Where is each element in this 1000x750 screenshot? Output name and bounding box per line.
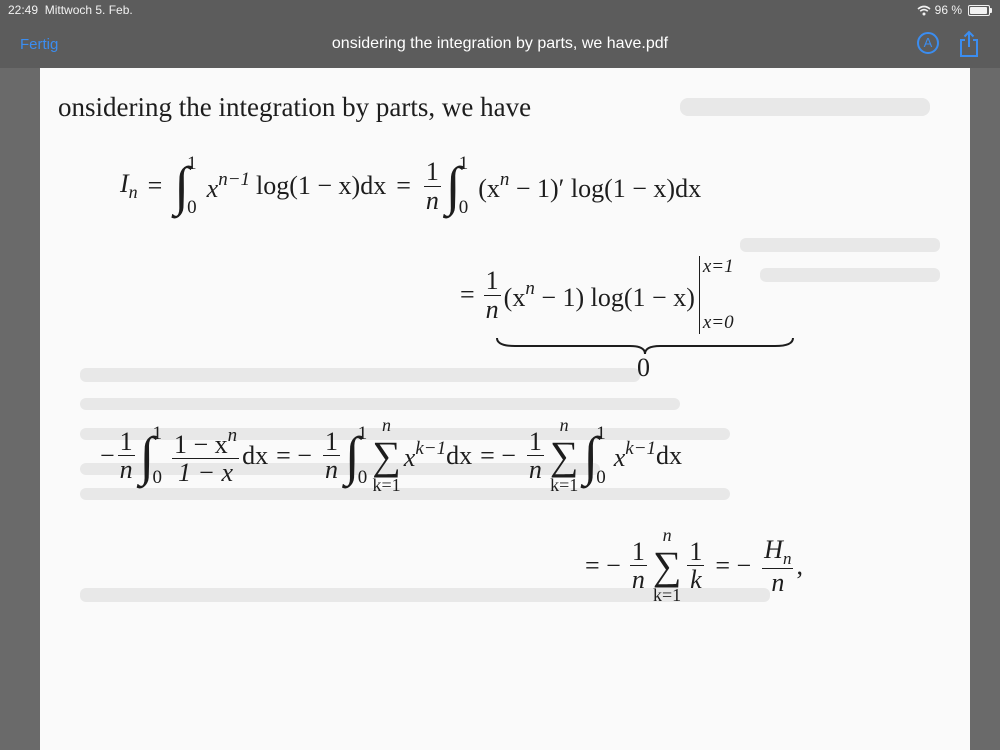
eq3-fraction-2: $\frac{1 - x^n}{1 - x}$ — [173, 424, 238, 487]
equation-line-3 — [100, 416, 682, 496]
share-icon[interactable] — [957, 30, 981, 58]
equation-line-2 — [460, 256, 734, 334]
battery-percent: 96 % — [934, 3, 962, 17]
eq3-integral-1: ∫ 1 0 — [139, 422, 162, 488]
eq1-integrand: $x^{n-1}$ — [206, 168, 251, 203]
document-heading: onsidering the integration by parts, we have — [58, 92, 532, 122]
equation-line-4 — [585, 526, 803, 606]
eq4-comma: , — [796, 550, 803, 580]
eq3-sum-2: n ∑ k=1 — [549, 415, 579, 495]
eq3-fraction-3: $\frac{1}{n}$ — [324, 427, 338, 485]
done-button[interactable]: Fertig — [20, 36, 59, 53]
eq1-integral: ∫ 1 0 — [174, 153, 197, 218]
eq1-lhs: $I_n$ — [120, 168, 138, 203]
eq3-integral-3: ∫ 1 0 — [583, 422, 606, 488]
document-title: onsidering the integration by parts, we have.pdf — [331, 35, 669, 52]
eq1-integral-2: ∫ 1 0 — [445, 153, 469, 218]
eq3-fraction-1: $\frac{1}{n}$ — [119, 427, 133, 485]
eq3-minus: − — [100, 440, 115, 470]
status-right — [917, 3, 990, 17]
eq3-term-2: $x^{k-1}$ — [613, 438, 657, 473]
eq3-equals-1: = − — [276, 440, 312, 470]
markup-pen-icon[interactable]: A — [917, 32, 939, 54]
wifi-icon — [917, 5, 931, 16]
eq3-dx: dx — [242, 440, 269, 470]
eq2-fraction: $\frac{1}{n}$ — [485, 266, 499, 324]
eq3-fraction-4: $\frac{1}{n}$ — [528, 427, 542, 485]
eq2-evaluation-bar: x=1 x=0 — [699, 256, 734, 334]
eq3-equals-2: = − — [480, 440, 516, 470]
eq4-fraction-3: $\frac{H_n}{n}$ — [764, 534, 792, 597]
eq2-equals: = — [460, 280, 475, 309]
eq1-equals: = — [147, 171, 163, 200]
eq1-tail: $(x^n - 1)'$ log(1 − x)dx — [478, 168, 702, 203]
eq4-equals-2: = − — [715, 550, 752, 580]
status-date: Mittwoch 5. Feb. — [44, 3, 133, 17]
eq3-dx-3: dx — [656, 440, 683, 470]
eq1-equals-2: = — [396, 171, 411, 200]
eq4-fraction-1: $\frac{1}{n}$ — [631, 537, 645, 595]
equation-line-1 — [120, 153, 701, 219]
eq1-fraction: $\frac{1}{n}$ — [425, 157, 439, 215]
eq3-sum-1: n ∑ k=1 — [372, 415, 401, 495]
eq4-sum: n ∑ k=1 — [652, 525, 682, 605]
eq2-body: $(x^n - 1) \log(1 - x)$ — [503, 277, 695, 312]
pdf-page[interactable] — [40, 68, 970, 750]
eq1-integrand-rest: log(1 − x)dx — [256, 171, 387, 200]
pdf-navbar — [0, 20, 1000, 68]
eq3-term: $x^{k-1}$ — [403, 438, 447, 473]
eq4-equals-1: = − — [585, 550, 621, 580]
status-time: 22:49 Mittwoch 5. Feb. — [8, 3, 133, 17]
status-bar — [0, 0, 1000, 20]
eq4-fraction-2: $\frac{1}{k}$ — [689, 537, 703, 595]
battery-icon — [968, 5, 990, 16]
eq3-integral-2: ∫ 1 0 — [344, 422, 368, 488]
underbrace-value: 0 — [637, 353, 650, 382]
eq3-dx-2: dx — [446, 440, 473, 470]
